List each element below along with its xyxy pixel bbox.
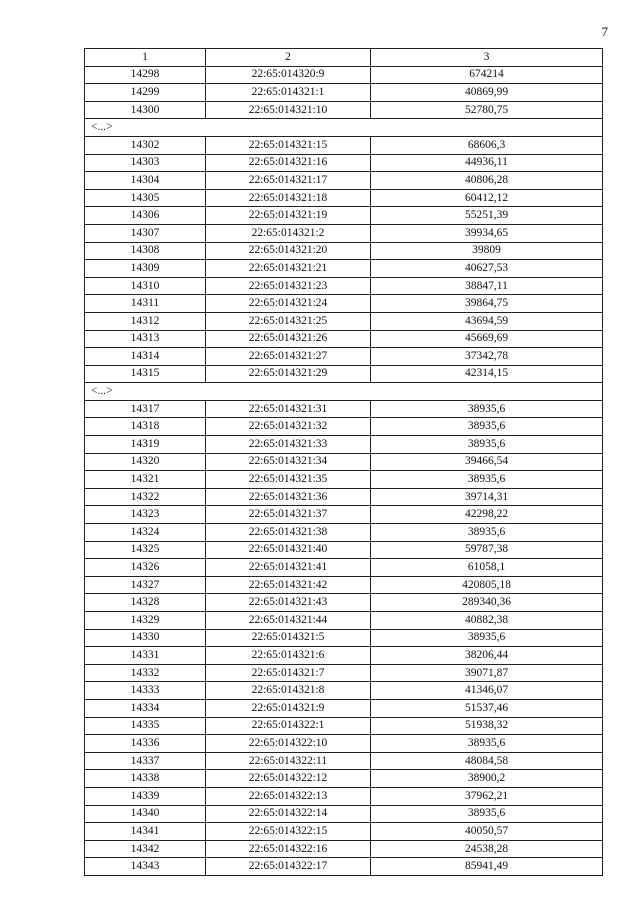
value-cell: 61058,1 — [371, 559, 603, 577]
cadastral-number-cell: 22:65:014321:10 — [206, 101, 371, 119]
row-number-cell: 14311 — [85, 295, 206, 313]
row-number-cell: 14303 — [85, 154, 206, 172]
cadastral-number-cell: 22:65:014321:31 — [206, 400, 371, 418]
value-cell: 289340,36 — [371, 594, 603, 612]
row-number-cell: 14327 — [85, 576, 206, 594]
cadastral-number-cell: 22:65:014321:38 — [206, 524, 371, 542]
row-number-cell: 14322 — [85, 488, 206, 506]
row-number-cell: 14302 — [85, 136, 206, 154]
cadastral-number-cell: 22:65:014321:6 — [206, 647, 371, 665]
value-cell: 38935,6 — [371, 400, 603, 418]
cadastral-number-cell: 22:65:014321:32 — [206, 418, 371, 436]
table-row — [85, 224, 603, 242]
table-row — [85, 154, 603, 172]
value-cell: 39934,65 — [371, 224, 603, 242]
table-body — [85, 66, 603, 875]
value-cell: 39864,75 — [371, 295, 603, 313]
table-row — [85, 136, 603, 154]
table-row — [85, 488, 603, 506]
table-row — [85, 735, 603, 753]
row-number-cell: 14329 — [85, 612, 206, 630]
value-cell: 39809 — [371, 242, 603, 260]
row-number-cell: 14314 — [85, 348, 206, 366]
row-number-cell: 14342 — [85, 840, 206, 858]
row-number-cell: 14310 — [85, 277, 206, 295]
value-cell: 38935,6 — [371, 471, 603, 489]
column-header-2: 2 — [206, 49, 371, 67]
value-cell: 85941,49 — [371, 858, 603, 876]
row-number-cell: 14320 — [85, 453, 206, 471]
table-row — [85, 699, 603, 717]
table-row — [85, 647, 603, 665]
value-cell: 40882,38 — [371, 612, 603, 630]
cadastral-number-cell: 22:65:014322:12 — [206, 770, 371, 788]
omission-marker: <...> — [85, 383, 603, 401]
row-number-cell: 14309 — [85, 260, 206, 278]
value-cell: 42314,15 — [371, 365, 603, 383]
value-cell: 38935,6 — [371, 629, 603, 647]
row-number-cell: 14323 — [85, 506, 206, 524]
cadastral-number-cell: 22:65:014321:33 — [206, 436, 371, 454]
row-number-cell: 14317 — [85, 400, 206, 418]
cadastral-number-cell: 22:65:014321:19 — [206, 207, 371, 225]
gap-row — [85, 383, 603, 401]
value-cell: 59787,38 — [371, 541, 603, 559]
table-row — [85, 312, 603, 330]
omission-marker: <...> — [85, 119, 603, 137]
value-cell: 38847,11 — [371, 277, 603, 295]
table-row — [85, 752, 603, 770]
row-number-cell: 14332 — [85, 664, 206, 682]
table-row — [85, 770, 603, 788]
table-row — [85, 260, 603, 278]
row-number-cell: 14298 — [85, 66, 206, 84]
value-cell: 68606,3 — [371, 136, 603, 154]
cadastral-number-cell: 22:65:014322:14 — [206, 805, 371, 823]
cadastral-number-cell: 22:65:014322:17 — [206, 858, 371, 876]
table-row — [85, 84, 603, 102]
row-number-cell: 14330 — [85, 629, 206, 647]
cadastral-number-cell: 22:65:014321:7 — [206, 664, 371, 682]
table-row — [85, 717, 603, 735]
table-row — [85, 823, 603, 841]
cadastral-number-cell: 22:65:014321:25 — [206, 312, 371, 330]
value-cell: 674214 — [371, 66, 603, 84]
cadastral-number-cell: 22:65:014321:41 — [206, 559, 371, 577]
row-number-cell: 14333 — [85, 682, 206, 700]
value-cell: 24538,28 — [371, 840, 603, 858]
registry-table — [84, 48, 603, 876]
value-cell: 40050,57 — [371, 823, 603, 841]
cadastral-number-cell: 22:65:014322:10 — [206, 735, 371, 753]
value-cell: 39071,87 — [371, 664, 603, 682]
table-row — [85, 277, 603, 295]
row-number-cell: 14304 — [85, 172, 206, 190]
table-row — [85, 400, 603, 418]
table-row — [85, 101, 603, 119]
cadastral-number-cell: 22:65:014321:2 — [206, 224, 371, 242]
value-cell: 55251,39 — [371, 207, 603, 225]
cadastral-number-cell: 22:65:014321:27 — [206, 348, 371, 366]
row-number-cell: 14331 — [85, 647, 206, 665]
value-cell: 39466,54 — [371, 453, 603, 471]
row-number-cell: 14315 — [85, 365, 206, 383]
cadastral-number-cell: 22:65:014320:9 — [206, 66, 371, 84]
row-number-cell: 14319 — [85, 436, 206, 454]
row-number-cell: 14325 — [85, 541, 206, 559]
cadastral-number-cell: 22:65:014321:42 — [206, 576, 371, 594]
cadastral-number-cell: 22:65:014321:16 — [206, 154, 371, 172]
cadastral-number-cell: 22:65:014321:35 — [206, 471, 371, 489]
table-row — [85, 840, 603, 858]
row-number-cell: 14318 — [85, 418, 206, 436]
page-number: 7 — [601, 24, 608, 39]
table-row — [85, 629, 603, 647]
table-row — [85, 418, 603, 436]
table-row — [85, 858, 603, 876]
cadastral-number-cell: 22:65:014321:24 — [206, 295, 371, 313]
row-number-cell: 14324 — [85, 524, 206, 542]
cadastral-number-cell: 22:65:014321:20 — [206, 242, 371, 260]
value-cell: 40806,28 — [371, 172, 603, 190]
cadastral-number-cell: 22:65:014322:15 — [206, 823, 371, 841]
row-number-cell: 14336 — [85, 735, 206, 753]
table-row — [85, 471, 603, 489]
value-cell: 38935,6 — [371, 805, 603, 823]
table-row — [85, 576, 603, 594]
table-row — [85, 330, 603, 348]
table-row — [85, 348, 603, 366]
cadastral-number-cell: 22:65:014321:26 — [206, 330, 371, 348]
value-cell: 38935,6 — [371, 418, 603, 436]
row-number-cell: 14321 — [85, 471, 206, 489]
value-cell: 48084,58 — [371, 752, 603, 770]
table-row — [85, 436, 603, 454]
cadastral-number-cell: 22:65:014321:40 — [206, 541, 371, 559]
table-row — [85, 664, 603, 682]
cadastral-number-cell: 22:65:014321:18 — [206, 189, 371, 207]
value-cell: 45669,69 — [371, 330, 603, 348]
value-cell: 38900,2 — [371, 770, 603, 788]
table-row — [85, 295, 603, 313]
value-cell: 38935,6 — [371, 524, 603, 542]
row-number-cell: 14312 — [85, 312, 206, 330]
row-number-cell: 14339 — [85, 787, 206, 805]
table-row — [85, 189, 603, 207]
value-cell: 41346,07 — [371, 682, 603, 700]
row-number-cell: 14307 — [85, 224, 206, 242]
table-row — [85, 365, 603, 383]
cadastral-number-cell: 22:65:014322:16 — [206, 840, 371, 858]
header-row — [85, 49, 603, 67]
value-cell: 51537,46 — [371, 699, 603, 717]
row-number-cell: 14306 — [85, 207, 206, 225]
row-number-cell: 14300 — [85, 101, 206, 119]
table-row — [85, 172, 603, 190]
row-number-cell: 14305 — [85, 189, 206, 207]
cadastral-number-cell: 22:65:014321:29 — [206, 365, 371, 383]
value-cell: 42298,22 — [371, 506, 603, 524]
cadastral-number-cell: 22:65:014321:1 — [206, 84, 371, 102]
value-cell: 51938,32 — [371, 717, 603, 735]
cadastral-number-cell: 22:65:014321:23 — [206, 277, 371, 295]
row-number-cell: 14328 — [85, 594, 206, 612]
table-row — [85, 559, 603, 577]
table-row — [85, 612, 603, 630]
table-row — [85, 805, 603, 823]
value-cell: 43694,59 — [371, 312, 603, 330]
table-row — [85, 66, 603, 84]
row-number-cell: 14341 — [85, 823, 206, 841]
row-number-cell: 14308 — [85, 242, 206, 260]
row-number-cell: 14335 — [85, 717, 206, 735]
column-header-1: 1 — [85, 49, 206, 67]
value-cell: 37962,21 — [371, 787, 603, 805]
row-number-cell: 14337 — [85, 752, 206, 770]
value-cell: 40869,99 — [371, 84, 603, 102]
row-number-cell: 14326 — [85, 559, 206, 577]
value-cell: 44936,11 — [371, 154, 603, 172]
cadastral-number-cell: 22:65:014322:11 — [206, 752, 371, 770]
table-row — [85, 453, 603, 471]
table-header — [85, 49, 603, 67]
row-number-cell: 14313 — [85, 330, 206, 348]
cadastral-number-cell: 22:65:014321:43 — [206, 594, 371, 612]
table-row — [85, 506, 603, 524]
cadastral-number-cell: 22:65:014321:8 — [206, 682, 371, 700]
table-row — [85, 242, 603, 260]
table-row — [85, 682, 603, 700]
value-cell: 38935,6 — [371, 735, 603, 753]
row-number-cell: 14340 — [85, 805, 206, 823]
cadastral-number-cell: 22:65:014321:37 — [206, 506, 371, 524]
cadastral-number-cell: 22:65:014321:9 — [206, 699, 371, 717]
value-cell: 38206,44 — [371, 647, 603, 665]
cadastral-number-cell: 22:65:014321:17 — [206, 172, 371, 190]
value-cell: 420805,18 — [371, 576, 603, 594]
cadastral-number-cell: 22:65:014321:5 — [206, 629, 371, 647]
table-row — [85, 207, 603, 225]
row-number-cell: 14334 — [85, 699, 206, 717]
cadastral-number-cell: 22:65:014321:34 — [206, 453, 371, 471]
cadastral-number-cell: 22:65:014321:21 — [206, 260, 371, 278]
value-cell: 40627,53 — [371, 260, 603, 278]
cadastral-number-cell: 22:65:014322:13 — [206, 787, 371, 805]
table-row — [85, 594, 603, 612]
cadastral-number-cell: 22:65:014321:36 — [206, 488, 371, 506]
table-row — [85, 541, 603, 559]
value-cell: 38935,6 — [371, 436, 603, 454]
value-cell: 39714,31 — [371, 488, 603, 506]
column-header-3: 3 — [371, 49, 603, 67]
row-number-cell: 14338 — [85, 770, 206, 788]
table-row — [85, 524, 603, 542]
value-cell: 60412,12 — [371, 189, 603, 207]
row-number-cell: 14343 — [85, 858, 206, 876]
cadastral-number-cell: 22:65:014321:44 — [206, 612, 371, 630]
row-number-cell: 14299 — [85, 84, 206, 102]
cadastral-number-cell: 22:65:014321:15 — [206, 136, 371, 154]
cadastral-number-cell: 22:65:014322:1 — [206, 717, 371, 735]
gap-row — [85, 119, 603, 137]
table-row — [85, 787, 603, 805]
value-cell: 37342,78 — [371, 348, 603, 366]
value-cell: 52780,75 — [371, 101, 603, 119]
